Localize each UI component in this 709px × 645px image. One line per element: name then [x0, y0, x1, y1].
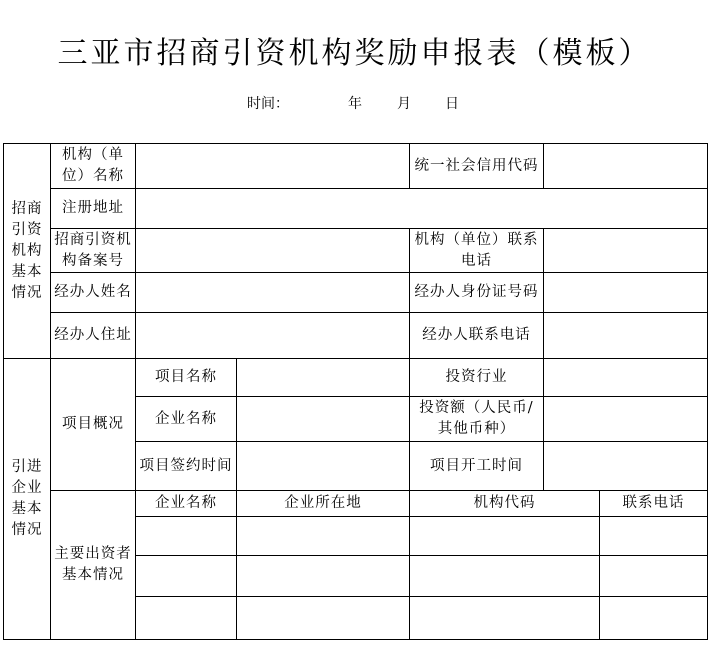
- org-phone-label: 机构（单位）联系电话: [410, 229, 544, 273]
- org-name-label: 机构（单位）名称: [51, 144, 136, 189]
- credit-code-field[interactable]: [544, 144, 708, 189]
- reg-address-field[interactable]: [136, 189, 708, 229]
- sign-time-label: 项目签约时间: [136, 442, 237, 491]
- project-name-label: 项目名称: [136, 359, 237, 397]
- investor-cell[interactable]: [600, 517, 708, 556]
- handler-name-label: 经办人姓名: [51, 273, 136, 313]
- investor-cell[interactable]: [410, 597, 600, 640]
- investor-cell[interactable]: [410, 517, 600, 556]
- investor-col-company: 企业名称: [136, 491, 237, 517]
- investment-field[interactable]: [544, 397, 708, 442]
- handler-name-field[interactable]: [136, 273, 410, 313]
- investor-cell[interactable]: [136, 597, 237, 640]
- company-name-field[interactable]: [237, 397, 410, 442]
- investor-cell[interactable]: [237, 597, 410, 640]
- record-no-field[interactable]: [136, 229, 410, 273]
- handler-address-field[interactable]: [136, 313, 410, 359]
- org-phone-field[interactable]: [544, 229, 708, 273]
- investor-cell[interactable]: [600, 597, 708, 640]
- date-label: 时间：: [247, 96, 289, 112]
- company-name-label: 企业名称: [136, 397, 237, 442]
- industry-field[interactable]: [544, 359, 708, 397]
- handler-id-field[interactable]: [544, 273, 708, 313]
- investor-cell[interactable]: [136, 517, 237, 556]
- reg-address-label: 注册地址: [51, 189, 136, 229]
- overview-label: 项目概况: [51, 359, 136, 491]
- investor-cell[interactable]: [410, 556, 600, 597]
- section2-label: 引进企业基本情况: [4, 359, 51, 640]
- project-name-field[interactable]: [237, 359, 410, 397]
- date-day: 日: [445, 96, 459, 112]
- investor-col-location: 企业所在地: [237, 491, 410, 517]
- industry-label: 投资行业: [410, 359, 544, 397]
- handler-phone-field[interactable]: [544, 313, 708, 359]
- investor-cell[interactable]: [237, 517, 410, 556]
- date-year: 年: [348, 96, 362, 112]
- record-no-label: 招商引资机构备案号: [51, 229, 136, 273]
- investor-cell[interactable]: [237, 556, 410, 597]
- sign-time-field[interactable]: [237, 442, 410, 491]
- start-time-label: 项目开工时间: [410, 442, 544, 491]
- investor-cell[interactable]: [600, 556, 708, 597]
- handler-id-label: 经办人身份证号码: [410, 273, 544, 313]
- section1-label: 招商引资机构基本情况: [4, 144, 51, 359]
- date-line: [0, 93, 709, 113]
- investment-label: 投资额（人民币/其他币种）: [410, 397, 544, 442]
- investor-col-code: 机构代码: [410, 491, 600, 517]
- investor-col-phone: 联系电话: [600, 491, 708, 517]
- investors-label: 主要出资者基本情况: [51, 491, 136, 640]
- handler-address-label: 经办人住址: [51, 313, 136, 359]
- date-month: 月: [397, 96, 411, 112]
- org-name-field[interactable]: [136, 144, 410, 189]
- handler-phone-label: 经办人联系电话: [410, 313, 544, 359]
- investor-cell[interactable]: [136, 556, 237, 597]
- credit-code-label: 统一社会信用代码: [410, 144, 544, 189]
- application-form-table: [3, 143, 708, 640]
- start-time-field[interactable]: [544, 442, 708, 491]
- page-title: 三亚市招商引资机构奖励申报表（模板）: [57, 36, 652, 71]
